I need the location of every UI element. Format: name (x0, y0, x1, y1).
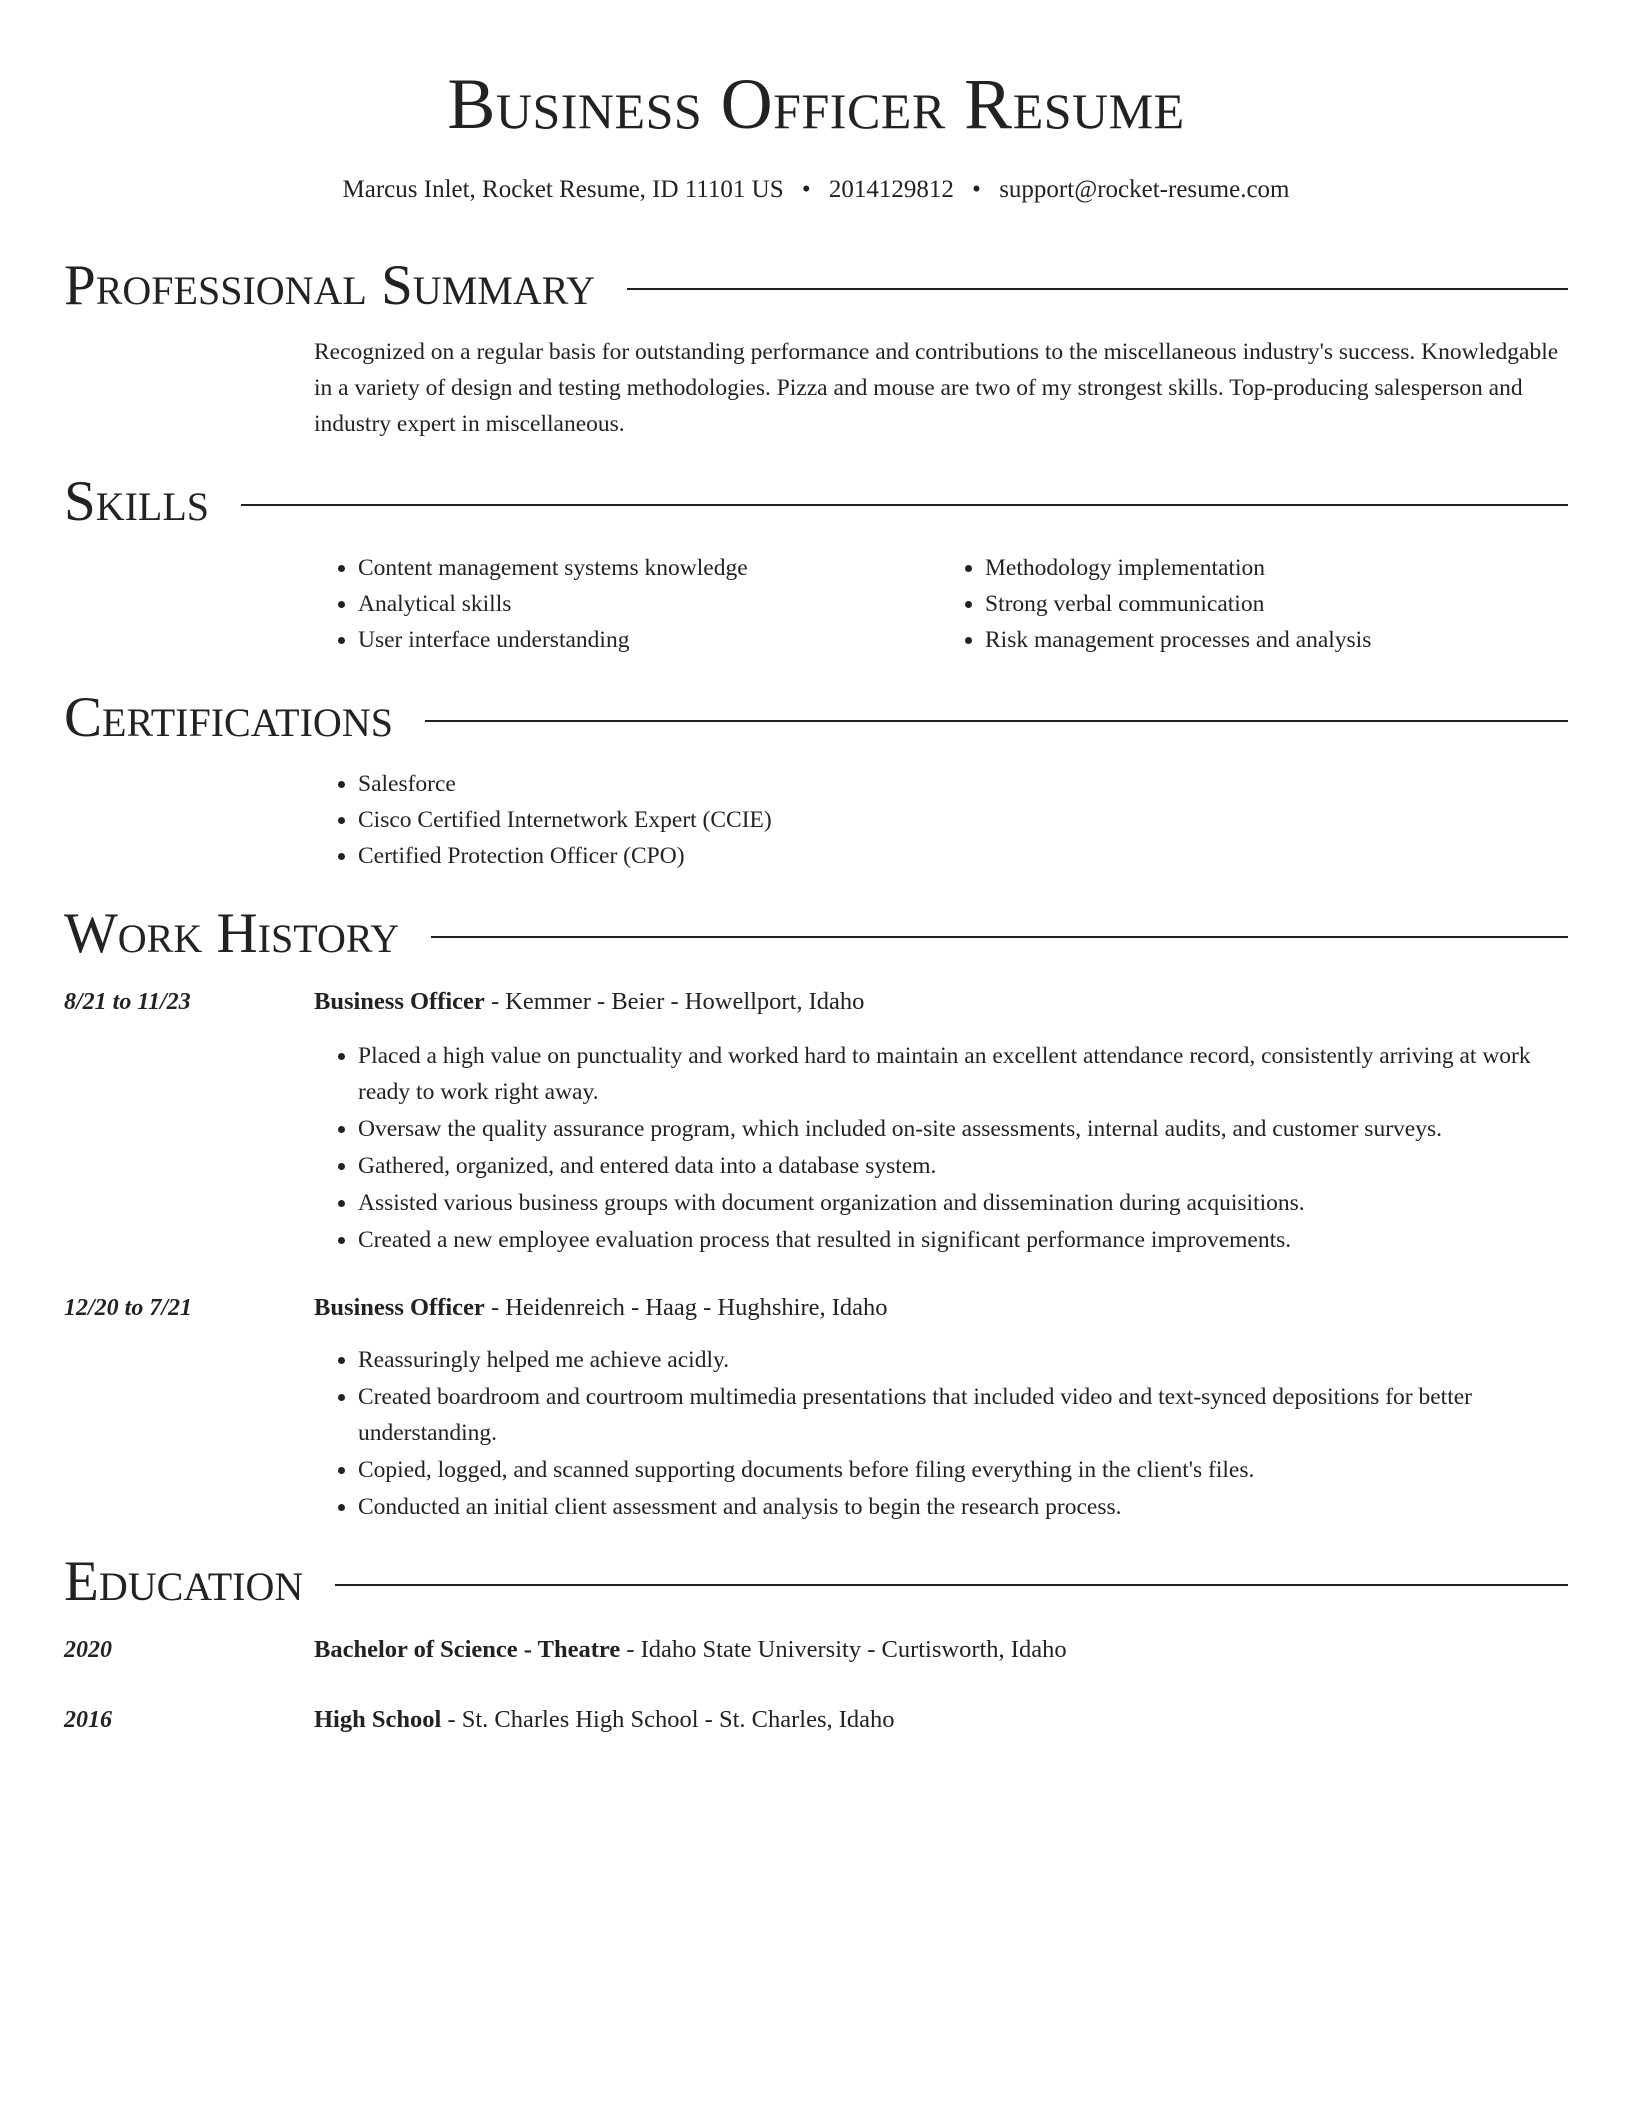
certification-item: • Certified Protection Officer (CPO) (358, 838, 1568, 874)
contact-line (0, 174, 1632, 206)
job-entry (64, 984, 1568, 1020)
education-detail (314, 1702, 1568, 1738)
job-bullet: • Created boardroom and courtroom multimedia presentations that included video and text-synced depositions for better understanding. (358, 1379, 1568, 1451)
skill-item: • Risk management processes and analysis (985, 622, 1568, 658)
education-degree: Bachelor of Science - Theatre (314, 1636, 621, 1663)
education-detail (314, 1632, 1568, 1668)
contact-phone: 2014129812 (828, 176, 954, 203)
job-entry (64, 1290, 1568, 1326)
job-dates: 8/21 to 11/23 (64, 989, 191, 1015)
education-year: 2020 (64, 1637, 112, 1663)
job-company: - Kemmer - Beier - Howellport, Idaho (484, 988, 865, 1015)
job-bullets (314, 1342, 1568, 1525)
education-school: - Idaho State University - Curtisworth, Idaho (620, 1636, 1067, 1663)
contact-address: Marcus Inlet, Rocket Resume, ID 11101 US (342, 176, 784, 203)
skill-item: • User interface understanding (358, 622, 941, 658)
section-divider (627, 288, 1568, 290)
section-divider (425, 720, 1568, 722)
contact-email: support@rocket-resume.com (999, 176, 1290, 203)
job-bullet: • Reassuringly helped me achieve acidly. (358, 1342, 1568, 1378)
job-bullet: • Oversaw the quality assurance program, which included on-site assessments, internal audits, and customer surveys. (358, 1111, 1568, 1147)
work-history-section (64, 904, 1568, 1526)
education-entry (64, 1702, 1568, 1738)
work-history-heading: Work History (64, 902, 400, 965)
job-header (314, 984, 1568, 1020)
section-divider (241, 504, 1568, 506)
resume-title: Business Officer Resume (447, 64, 1185, 144)
skills-list-left (314, 550, 941, 658)
skills-section (64, 472, 1568, 658)
job-company: - Heidenreich - Haag - Hughshire, Idaho (484, 1294, 888, 1321)
certification-item: • Cisco Certified Internetwork Expert (CCIE) (358, 802, 1568, 838)
job-role: Business Officer (314, 1294, 485, 1321)
job-bullet: • Gathered, organized, and entered data into a database system. (358, 1148, 1568, 1184)
job-bullets (314, 1038, 1568, 1258)
section-divider (335, 1584, 1568, 1586)
skills-list-right (941, 550, 1568, 658)
certification-item: • Salesforce (358, 766, 1568, 802)
summary-text: Recognized on a regular basis for outstanding performance and contributions to the miscellaneous industry's success. Knowledgable in a variety of design and testing methodologies. Pizza and mouse are two of my strongest skills. Top-producing salesperson and industry expert in miscellaneous. (314, 339, 1559, 437)
education-school: - St. Charles High School - St. Charles, Idaho (441, 1706, 895, 1733)
job-dates: 12/20 to 7/21 (64, 1295, 193, 1321)
contact-separator: • (801, 176, 811, 203)
education-year: 2016 (64, 1707, 112, 1733)
education-heading: Education (64, 1550, 304, 1613)
job-bullet: • Placed a high value on punctuality and worked hard to maintain an excellent attendance record, consistently arriving at work ready to work right away. (358, 1038, 1568, 1110)
job-role: Business Officer (314, 988, 485, 1015)
skill-item: • Methodology implementation (985, 550, 1568, 586)
certifications-section (64, 688, 1568, 874)
education-section (64, 1552, 1568, 1738)
certifications-heading: Certifications (64, 686, 393, 749)
skills-heading: Skills (64, 470, 210, 533)
education-entry (64, 1632, 1568, 1668)
section-divider (431, 936, 1568, 938)
job-bullet: • Assisted various business groups with document organization and dissemination during acquisitions. (358, 1185, 1568, 1221)
education-degree: High School (314, 1706, 442, 1733)
job-header (314, 1290, 1568, 1326)
job-bullet: • Copied, logged, and scanned supporting documents before filing everything in the client's files. (358, 1452, 1568, 1488)
skill-item: • Analytical skills (358, 586, 941, 622)
skill-item: • Strong verbal communication (985, 586, 1568, 622)
skill-item: • Content management systems knowledge (358, 550, 941, 586)
job-bullet: • Conducted an initial client assessment and analysis to begin the research process. (358, 1489, 1568, 1525)
summary-section (64, 256, 1568, 442)
contact-separator: • (972, 176, 981, 203)
job-bullet: • Created a new employee evaluation process that resulted in significant performance improvements. (358, 1222, 1568, 1258)
certifications-list (314, 766, 1568, 874)
summary-heading: Professional Summary (64, 254, 596, 317)
